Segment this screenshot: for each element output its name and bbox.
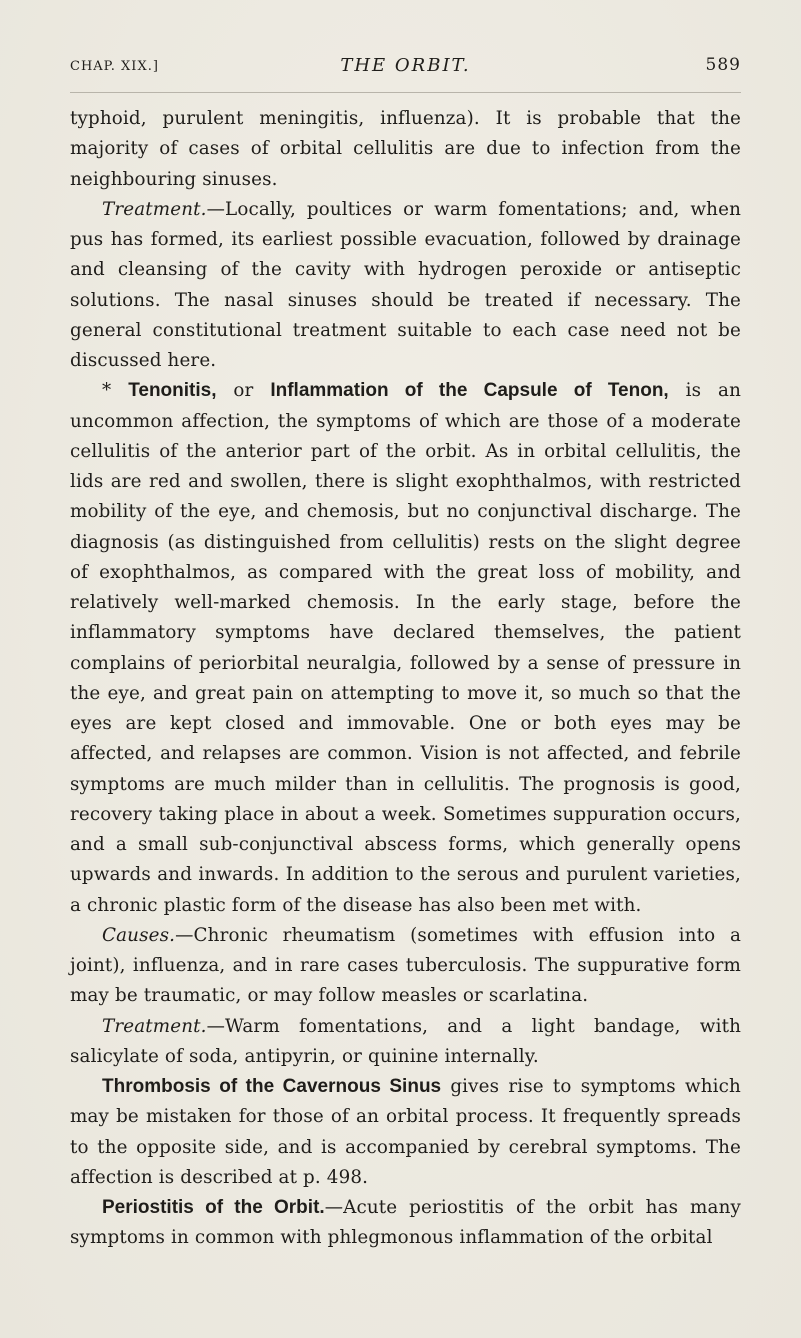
header-rule	[70, 92, 741, 93]
section-label: Treatment.	[102, 1015, 207, 1037]
section-heading: Periostitis of the Orbit.	[102, 1197, 325, 1218]
body-text	[70, 104, 741, 1254]
paragraph-treatment	[70, 195, 741, 377]
running-head	[70, 55, 741, 81]
section-heading: Thrombosis of the Cavernous Sinus	[102, 1076, 442, 1097]
paragraph-treatment-2	[70, 1012, 741, 1073]
section-heading: Tenonitis,	[128, 380, 217, 402]
page-title: THE ORBIT.	[340, 55, 471, 76]
paragraph-text: —Warm fomentations, and a light bandage, with salicylate of soda, antipyrin, or quinine internally.	[70, 1015, 741, 1067]
chapter-label: CHAP. XIX.]	[70, 59, 159, 74]
paragraph-continuation	[70, 104, 741, 195]
connector-text: or	[216, 380, 271, 402]
page-number: 589	[705, 55, 741, 75]
paragraph-text: —Acute periostitis of the orbit has many symptoms in common with phlegmonous inflammation of the orbital	[70, 1197, 741, 1249]
section-heading: Inflammation of the Capsule of Tenon,	[270, 380, 669, 402]
paragraph-thrombosis	[70, 1072, 741, 1193]
paragraph-periostitis	[70, 1193, 741, 1254]
paragraph-text: —Locally, poultices or warm fomentations; and, when pus has formed, its earliest possible evacuation, followed by drainage and cleansing of the cavity with hydrogen peroxide or antiseptic solutions. The nasal sinuses should be treated if necessary. The general constitutional treatment suitable to each case need not be discussed here.	[70, 198, 741, 371]
paragraph-text: gives rise to symptoms which may be mistaken for those of an orbital process. It frequently spreads to the opposite side, and is accompanied by cerebral symptoms. The affection is described at p. 498.	[70, 1076, 741, 1188]
paragraph-text: is an uncommon affection, the symptoms of which are those of a moderate cellulitis of the anterior part of the orbit. As in orbital cellulitis, the lids are red and swollen, there is slight exophthalmos, with restricted mobility of the eye, and chemosis, but no conjunctival discharge. The diagnosis (as distinguished from cellulitis) rests on the slight degree of exophthalmos, as compared with the great loss of mobility, and relatively well-marked chemosis. In the early stage, before the inflammatory symptoms have declared themselves, the patient complains of periorbital neuralgia, followed by a sense of pressure in the eye, and great pain on attempting to move it, so much so that the eyes are kept closed and immovable. One or both eyes may be affected, and relapses are common. Vision is not affected, and febrile symptoms are much milder than in cellulitis. The prognosis is good, recovery taking place in about a week. Sometimes suppuration occurs, and a small sub-conjunctival abscess forms, which generally opens upwards and inwards. In addition to the serous and purulent varieties, a chronic plastic form of the disease has also been met with.	[70, 380, 741, 916]
section-label: Causes.	[102, 924, 176, 946]
asterisk-marker: *	[102, 380, 129, 402]
paragraph-causes	[70, 921, 741, 1012]
paragraph-tenonitis	[70, 376, 741, 921]
paragraph-text: typhoid, purulent meningitis, influenza). It is probable that the majority of cases of orbital cellulitis are due to infection from the neighbouring sinuses.	[70, 108, 741, 190]
paragraph-text: —Chronic rheumatism (sometimes with effusion into a joint), influenza, and in rare cases tuberculosis. The suppurative form may be traumatic, or may follow measles or scarlatina.	[70, 924, 741, 1007]
section-label: Treatment.	[102, 198, 207, 220]
